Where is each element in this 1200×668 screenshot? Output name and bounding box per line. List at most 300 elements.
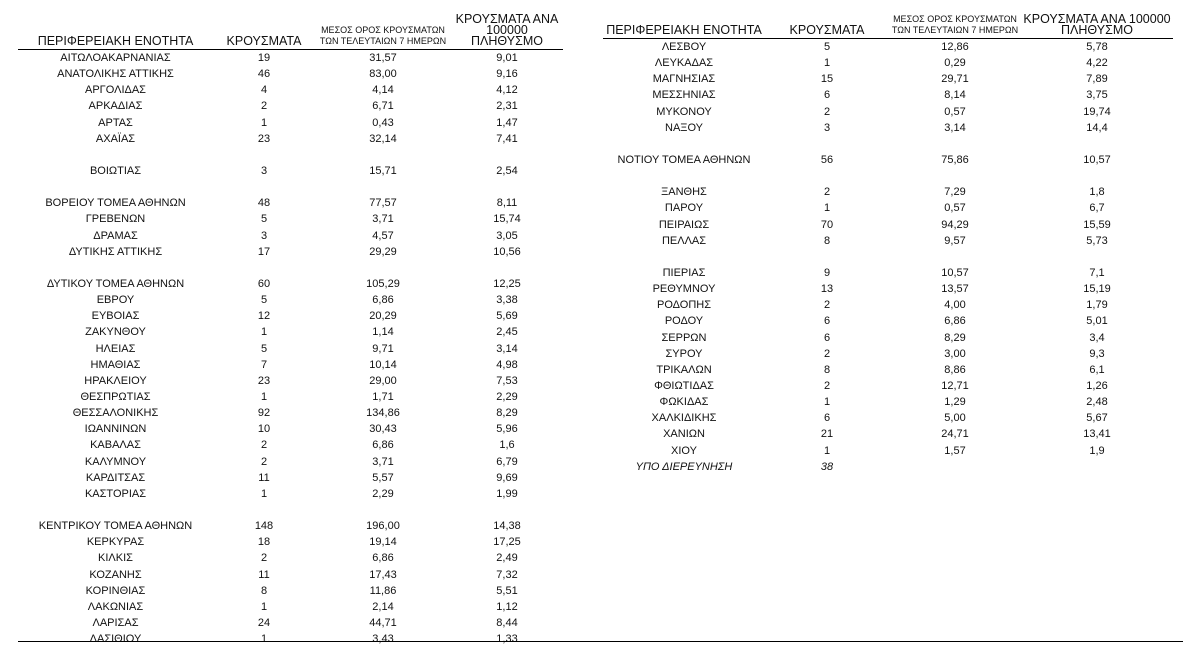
table-row: [18, 131, 563, 147]
table-row: [18, 518, 563, 534]
per100k-cell: 6,79: [496, 455, 518, 468]
region-cell: ΑΡΚΑΔΙΑΣ: [88, 100, 143, 113]
cases-cell: 2: [823, 186, 831, 199]
table-row: [18, 599, 563, 615]
per100k-cell: 8,29: [496, 407, 518, 420]
header-per-100k: [1021, 14, 1173, 39]
region-cell: ΛΕΥΚΑΔΑΣ: [654, 57, 714, 70]
cases-cell: 1: [260, 600, 268, 613]
avg-cell: 29,00: [369, 374, 397, 387]
table-row: [18, 437, 563, 453]
spacer-row: [603, 249, 1173, 265]
avg-cell: 20,29: [369, 310, 397, 323]
cases-cell: 70: [820, 218, 834, 231]
region-cell: ΠΕΛΛΑΣ: [661, 234, 707, 247]
region-cell: ΦΘΙΩΤΙΔΑΣ: [654, 380, 714, 393]
region-cell: ΙΩΑΝΝΙΝΩΝ: [84, 423, 147, 436]
region-cell: ΑΝΑΤΟΛΙΚΗΣ ΑΤΤΙΚΗΣ: [57, 68, 174, 81]
cases-cell: 6: [823, 412, 831, 425]
region-cell: ΝΑΞΟΥ: [665, 121, 703, 134]
per100k-cell: 5,01: [1086, 315, 1108, 328]
per100k-cell: 17,25: [493, 536, 521, 549]
table-row: [18, 211, 563, 227]
avg-cell: 15,71: [369, 165, 397, 178]
avg-cell: 0,43: [372, 116, 394, 129]
header-per100k-line1: ΚΡΟΥΣΜΑΤΑ ΑΝΑ 100000: [1023, 12, 1171, 26]
table-row: [18, 163, 563, 179]
avg-cell: 94,29: [941, 218, 969, 231]
region-cell: ΒΟΡΕΙΟΥ ΤΟΜΕΑ ΑΘΗΝΩΝ: [45, 197, 186, 210]
region-cell: ΠΕΙΡΑΙΩΣ: [658, 218, 710, 231]
per100k-cell: 2,31: [496, 100, 518, 113]
region-cell: ΡΕΘΥΜΝΟΥ: [652, 283, 716, 296]
cases-cell: 2: [823, 347, 831, 360]
region-cell: ΛΕΣΒΟΥ: [661, 41, 707, 54]
cases-cell: 1: [260, 633, 268, 646]
cases-cell: 3: [823, 121, 831, 134]
cases-cell: 11: [258, 568, 270, 581]
spacer-row: [18, 260, 563, 276]
avg-cell: 6,86: [372, 294, 394, 307]
per100k-cell: 15,74: [493, 213, 521, 226]
avg-cell: 8,14: [944, 89, 966, 102]
cases-table-left: [18, 14, 563, 647]
header-avg-7-days: [315, 14, 451, 50]
avg-cell: 3,71: [372, 455, 394, 468]
region-cell: ΣΥΡΟΥ: [665, 347, 703, 360]
table-row: [18, 550, 563, 566]
avg-cell: 31,57: [369, 52, 397, 65]
header-region: ΠΕΡΙΦΕΡΕΙΑΚΗ ΕΝΟΤΗΤΑ: [606, 23, 762, 37]
per100k-cell: 3,38: [496, 294, 518, 307]
cases-cell: 18: [257, 536, 271, 549]
avg-cell: 0,57: [944, 105, 966, 118]
cases-cell: 48: [257, 197, 271, 210]
per100k-cell: 7,41: [496, 132, 518, 145]
region-cell: ΛΑΣΙΘΙΟΥ: [89, 633, 142, 646]
spacer-cell: [603, 249, 1173, 265]
header-region: ΠΕΡΙΦΕΡΕΙΑΚΗ ΕΝΟΤΗΤΑ: [37, 34, 194, 48]
avg-cell: 2,29: [372, 487, 394, 500]
region-cell: ΔΥΤΙΚΟΥ ΤΟΜΕΑ ΑΘΗΝΩΝ: [46, 278, 185, 291]
per100k-cell: 8,44: [496, 616, 518, 629]
cases-cell: 3: [260, 229, 268, 242]
avg-cell: 8,86: [944, 363, 966, 376]
per100k-cell: 2,49: [496, 552, 518, 565]
table-row: [18, 244, 563, 260]
region-cell: ΗΛΕΙΑΣ: [95, 342, 136, 355]
table-row: [603, 152, 1173, 168]
region-cell: ΛΑΚΩΝΙΑΣ: [87, 600, 144, 613]
table-row: [603, 313, 1173, 329]
table-row: [18, 486, 563, 502]
table-row: [603, 39, 1173, 56]
region-cell: ΘΕΣΠΡΩΤΙΑΣ: [80, 391, 151, 404]
table-row: [603, 443, 1173, 459]
table-row: [603, 394, 1173, 410]
per100k-cell: 9,3: [1089, 347, 1105, 360]
avg-cell: 5,57: [372, 471, 394, 484]
region-cell: ΑΙΤΩΛΟΑΚΑΡΝΑΝΙΑΣ: [60, 52, 171, 65]
avg-cell: 29,71: [941, 73, 969, 86]
spacer-cell: [603, 136, 1173, 152]
table-row: [603, 281, 1173, 297]
cases-cell: 1: [823, 444, 831, 457]
table-row: [603, 265, 1173, 281]
avg-cell: [889, 459, 1021, 475]
cases-cell: 8: [260, 584, 268, 597]
region-cell: ΑΡΓΟΛΙΔΑΣ: [85, 84, 146, 97]
region-cell: ΚΟΖΑΝΗΣ: [89, 568, 142, 581]
per100k-cell: 1,12: [496, 600, 518, 613]
avg-cell: 9,57: [944, 234, 966, 247]
region-cell: ΚΟΡΙΝΘΙΑΣ: [85, 584, 146, 597]
avg-cell: 32,14: [369, 132, 397, 145]
region-cell: ΖΑΚΥΝΘΟΥ: [85, 326, 146, 339]
cases-cell: 5: [823, 41, 831, 54]
avg-cell: 19,14: [369, 536, 397, 549]
region-cell: ΕΒΡΟΥ: [96, 294, 135, 307]
bottom-divider: [18, 641, 1183, 642]
avg-cell: 4,00: [944, 299, 966, 312]
table-row: [603, 71, 1173, 87]
avg-cell: 11,86: [369, 584, 397, 597]
region-cell: ΚΑΣΤΟΡΙΑΣ: [84, 487, 147, 500]
spacer-row: [603, 136, 1173, 152]
cases-cell: 2: [260, 100, 268, 113]
spacer-cell: [18, 502, 563, 518]
header-avg-line2: ΤΩΝ ΤΕΛΕΥΤΑΙΩΝ 7 ΗΜΕΡΩΝ: [891, 25, 1019, 35]
per100k-cell: 9,69: [496, 471, 518, 484]
cases-cell: 15: [820, 73, 834, 86]
per100k-cell: 1,26: [1086, 380, 1108, 393]
table-row: [18, 195, 563, 211]
region-cell: ΧΙΟΥ: [671, 444, 697, 457]
avg-cell: 3,00: [944, 347, 966, 360]
table-row: [18, 567, 563, 583]
avg-cell: 77,57: [369, 197, 397, 210]
avg-cell: 5,00: [944, 412, 966, 425]
region-cell: ΠΑΡΟΥ: [664, 202, 704, 215]
cases-cell: 3: [260, 165, 268, 178]
avg-cell: 75,86: [941, 154, 969, 167]
cases-cell: 11: [258, 471, 270, 484]
avg-cell: 1,71: [372, 391, 394, 404]
cases-cell: 2: [823, 105, 831, 118]
cases-cell: 4: [260, 84, 268, 97]
table-row: [18, 389, 563, 405]
spacer-cell: [18, 260, 563, 276]
avg-cell: 4,14: [372, 84, 394, 97]
table-row: [603, 184, 1173, 200]
cases-cell: 148: [254, 520, 274, 533]
avg-cell: 3,43: [372, 633, 394, 646]
table-body-right: [603, 39, 1173, 475]
table-row: [18, 470, 563, 486]
avg-cell: 105,29: [366, 278, 400, 291]
table-row: [18, 115, 563, 131]
table-row: [18, 631, 563, 647]
per100k-cell: 2,45: [496, 326, 518, 339]
header-avg-line1: ΜΕΣΟΣ ΟΡΟΣ ΚΡΟΥΣΜΑΤΩΝ: [893, 14, 1017, 24]
per100k-cell: 2,29: [496, 391, 518, 404]
region-cell: ΜΕΣΣΗΝΙΑΣ: [652, 89, 716, 102]
spacer-row: [18, 502, 563, 518]
region-cell: ΚΑΒΑΛΑΣ: [90, 439, 141, 452]
per100k-cell: 4,22: [1086, 57, 1108, 70]
per100k-cell: 12,25: [493, 278, 521, 291]
per100k-cell: 8,11: [496, 197, 518, 210]
region-cell: ΔΥΤΙΚΗΣ ΑΤΤΙΚΗΣ: [68, 245, 163, 258]
per100k-cell: 5,67: [1086, 412, 1108, 425]
cases-cell: 6: [823, 315, 831, 328]
region-cell: ΜΑΓΝΗΣΙΑΣ: [652, 73, 716, 86]
per100k-cell: 6,1: [1089, 363, 1105, 376]
region-cell: ΣΕΡΡΩΝ: [661, 331, 707, 344]
per100k-cell: 2,54: [496, 165, 518, 178]
cases-cell: 13: [820, 283, 834, 296]
per100k-cell: 1,9: [1089, 444, 1105, 457]
cases-table-right: [603, 14, 1173, 475]
region-cell: ΡΟΔΟΠΗΣ: [656, 299, 712, 312]
region-cell: ΚΑΡΔΙΤΣΑΣ: [85, 471, 146, 484]
table-row: [603, 426, 1173, 442]
region-cell: ΦΩΚΙΔΑΣ: [659, 396, 709, 409]
cases-cell: 46: [257, 68, 271, 81]
table-row: [603, 120, 1173, 136]
table-row: [18, 341, 563, 357]
spacer-row: [18, 179, 563, 195]
avg-cell: 7,29: [944, 186, 966, 199]
region-cell: ΓΡΕΒΕΝΩΝ: [85, 213, 146, 226]
table-row: [18, 357, 563, 373]
avg-cell: 29,29: [369, 245, 397, 258]
per100k-cell: 6,7: [1089, 202, 1105, 215]
per100k-cell: 3,14: [496, 342, 518, 355]
avg-cell: 134,86: [366, 407, 400, 420]
per100k-cell: 5,69: [496, 310, 518, 323]
table-row: [18, 82, 563, 98]
avg-cell: 0,29: [944, 57, 966, 70]
spacer-cell: [603, 168, 1173, 184]
region-cell: ΗΜΑΘΙΑΣ: [90, 358, 141, 371]
header-per100k-line2: ΠΛΗΘΥΣΜΟ: [1061, 23, 1133, 37]
region-cell: ΝΟΤΙΟΥ ΤΟΜΕΑ ΑΘΗΝΩΝ: [617, 154, 751, 167]
per100k-cell: 15,59: [1083, 218, 1111, 231]
per100k-cell: 1,33: [496, 633, 518, 646]
table-row: [603, 104, 1173, 120]
spacer-row: [603, 168, 1173, 184]
per100k-cell: 19,74: [1083, 105, 1111, 118]
region-cell: ΒΟΙΩΤΙΑΣ: [89, 165, 142, 178]
table-row: [18, 421, 563, 437]
cases-cell: 9: [823, 267, 831, 280]
avg-cell: 6,86: [372, 552, 394, 565]
per100k-cell: 7,1: [1089, 267, 1105, 280]
cases-cell: 1: [260, 487, 268, 500]
table-body-left: [18, 50, 563, 648]
cases-cell: 2: [260, 455, 268, 468]
header-cases: ΚΡΟΥΣΜΑΤΑ: [226, 34, 302, 48]
avg-cell: 1,57: [944, 444, 966, 457]
table-row: [18, 324, 563, 340]
region-cell: ΑΧΑΪΑΣ: [95, 132, 136, 145]
header-avg-line2: ΤΩΝ ΤΕΛΕΥΤΑΙΩΝ 7 ΗΜΕΡΩΝ: [319, 36, 447, 46]
table-row: [603, 330, 1173, 346]
cases-cell: 92: [257, 407, 271, 420]
region-cell: ΧΑΛΚΙΔΙΚΗΣ: [651, 412, 717, 425]
cases-cell: 23: [257, 132, 271, 145]
avg-cell: 12,71: [941, 380, 969, 393]
region-cell: ΧΑΝΙΩΝ: [663, 428, 705, 441]
cases-cell: 24: [257, 616, 271, 629]
cases-cell: 1: [823, 396, 831, 409]
table-row: [18, 50, 563, 67]
avg-cell: 1,14: [372, 326, 394, 339]
table-row: [18, 308, 563, 324]
per100k-cell: 15,19: [1083, 283, 1111, 296]
per100k-cell: 5,73: [1086, 234, 1108, 247]
table-row: [603, 410, 1173, 426]
region-cell: ΛΑΡΙΣΑΣ: [92, 616, 139, 629]
per100k-cell: [1021, 459, 1173, 475]
avg-cell: 44,71: [369, 616, 397, 629]
avg-cell: 1,29: [944, 396, 966, 409]
avg-cell: 83,00: [369, 68, 397, 81]
header-per100k-line1: ΚΡΟΥΣΜΑΤΑ ΑΝΑ 100000: [455, 12, 559, 37]
header-avg-7-days: [889, 14, 1021, 39]
avg-cell: 6,71: [372, 100, 394, 113]
header-row: [18, 14, 563, 50]
cases-cell: 23: [257, 374, 271, 387]
region-cell: ΗΡΑΚΛΕΙΟΥ: [84, 374, 147, 387]
table-row: [18, 66, 563, 82]
avg-cell: 4,57: [372, 229, 394, 242]
cases-cell: 2: [260, 439, 268, 452]
cases-cell: 10: [257, 423, 271, 436]
table-row: [603, 459, 1173, 475]
per100k-cell: 3,75: [1086, 89, 1108, 102]
cases-cell: 1: [260, 116, 268, 129]
table-row: [18, 454, 563, 470]
avg-cell: 30,43: [369, 423, 397, 436]
region-cell: ΕΥΒΟΙΑΣ: [91, 310, 140, 323]
cases-cell: 19: [257, 52, 271, 65]
per100k-cell: 3,05: [496, 229, 518, 242]
cases-cell: 17: [257, 245, 271, 258]
cases-cell: 60: [257, 278, 271, 291]
cases-cell: 38: [820, 460, 834, 473]
region-cell: ΘΕΣΣΑΛΟΝΙΚΗΣ: [72, 407, 159, 420]
table-row: [18, 615, 563, 631]
region-cell: ΚΑΛΥΜΝΟΥ: [84, 455, 147, 468]
cases-cell: 6: [823, 331, 831, 344]
per100k-cell: 9,01: [496, 52, 518, 65]
per100k-cell: 10,56: [493, 245, 521, 258]
table-row: [18, 583, 563, 599]
region-cell: ΚΕΝΤΡΙΚΟΥ ΤΟΜΕΑ ΑΘΗΝΩΝ: [38, 520, 193, 533]
per100k-cell: 9,16: [496, 68, 518, 81]
per100k-cell: 7,32: [496, 568, 518, 581]
per100k-cell: 1,99: [496, 487, 518, 500]
table-row: [18, 276, 563, 292]
per100k-cell: 2,48: [1086, 396, 1108, 409]
per100k-cell: 4,12: [496, 84, 518, 97]
per100k-cell: 14,38: [493, 520, 521, 533]
region-cell: ΤΡΙΚΑΛΩΝ: [656, 363, 712, 376]
table-row: [603, 346, 1173, 362]
avg-cell: 10,57: [941, 267, 969, 280]
cases-cell: 12: [257, 310, 271, 323]
table-row: [603, 362, 1173, 378]
avg-cell: 196,00: [366, 520, 400, 533]
region-cell: ΥΠΟ ΔΙΕΡΕΥΝΗΣΗ: [635, 460, 733, 473]
spacer-cell: [18, 147, 563, 163]
cases-cell: 2: [823, 299, 831, 312]
table-row: [603, 297, 1173, 313]
avg-cell: 8,29: [944, 331, 966, 344]
table-row: [18, 373, 563, 389]
region-cell: ΡΟΔΟΥ: [664, 315, 704, 328]
per100k-cell: 7,53: [496, 374, 518, 387]
region-cell: ΞΑΝΘΗΣ: [661, 186, 707, 199]
avg-cell: 6,86: [944, 315, 966, 328]
spacer-row: [18, 147, 563, 163]
cases-cell: 7: [260, 358, 268, 371]
avg-cell: 13,57: [941, 283, 969, 296]
cases-cell: 5: [260, 213, 268, 226]
avg-cell: 9,71: [372, 342, 394, 355]
avg-cell: 3,14: [944, 121, 966, 134]
table-row: [18, 98, 563, 114]
avg-cell: 17,43: [369, 568, 397, 581]
table-row: [603, 217, 1173, 233]
table-row: [603, 233, 1173, 249]
cases-cell: 21: [820, 428, 834, 441]
spacer-cell: [18, 179, 563, 195]
per100k-cell: 5,51: [496, 584, 518, 597]
avg-cell: 3,71: [372, 213, 394, 226]
table-row: [18, 228, 563, 244]
header-avg-line1: ΜΕΣΟΣ ΟΡΟΣ ΚΡΟΥΣΜΑΤΩΝ: [321, 25, 445, 35]
per100k-cell: 7,89: [1086, 73, 1108, 86]
per100k-cell: 13,41: [1083, 428, 1111, 441]
avg-cell: 0,57: [944, 202, 966, 215]
header-row: [603, 14, 1173, 39]
avg-cell: 24,71: [941, 428, 969, 441]
cases-cell: 6: [823, 89, 831, 102]
cases-cell: 8: [823, 363, 831, 376]
table-row: [603, 378, 1173, 394]
region-cell: ΚΕΡΚΥΡΑΣ: [86, 536, 145, 549]
per100k-cell: 10,57: [1083, 154, 1111, 167]
avg-cell: 6,86: [372, 439, 394, 452]
cases-cell: 1: [823, 57, 831, 70]
avg-cell: 10,14: [369, 358, 397, 371]
per100k-cell: 1,8: [1089, 186, 1105, 199]
per100k-cell: 14,4: [1086, 121, 1108, 134]
region-cell: ΑΡΤΑΣ: [98, 116, 133, 129]
cases-cell: 56: [820, 154, 834, 167]
table-row: [18, 405, 563, 421]
region-cell: ΔΡΑΜΑΣ: [93, 229, 138, 242]
region-cell: ΚΙΛΚΙΣ: [98, 552, 133, 565]
table-row: [603, 87, 1173, 103]
table-row: [18, 292, 563, 308]
region-cell: ΜΥΚΟΝΟΥ: [656, 105, 712, 118]
per100k-cell: 1,79: [1086, 299, 1108, 312]
per100k-cell: 3,4: [1089, 331, 1105, 344]
